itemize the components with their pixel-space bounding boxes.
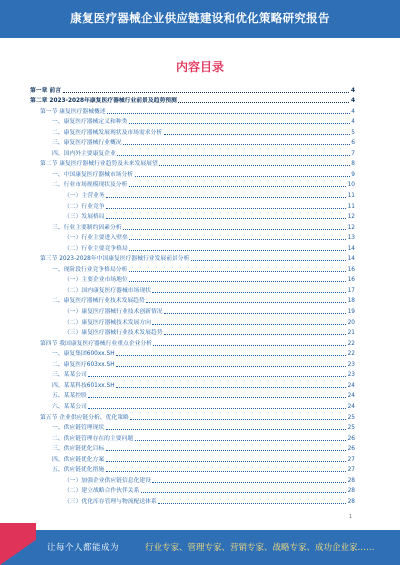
toc-leader-dots: [116, 387, 346, 388]
toc-leader-dots: [106, 197, 346, 198]
toc-entry[interactable]: [30, 432, 355, 443]
toc-entry-page: 14: [347, 245, 355, 252]
toc-entry[interactable]: [30, 358, 355, 369]
toc-leader-dots: [130, 419, 346, 420]
toc-entry[interactable]: [30, 443, 355, 454]
toc-entry-page: 23: [347, 372, 355, 379]
toc-entry-page: 28: [347, 488, 355, 495]
toc-entry-page: 19: [347, 309, 355, 316]
toc-entry-page: 20: [347, 319, 355, 326]
toc-leader-dots: [178, 102, 349, 103]
toc-entry-text: 第一节 康复医疗器械概述: [40, 108, 106, 115]
toc-entry[interactable]: [30, 221, 355, 232]
toc-entry[interactable]: [30, 390, 355, 401]
toc-entry-page: 4: [350, 87, 355, 94]
toc-entry[interactable]: [30, 274, 355, 285]
toc-entry[interactable]: [30, 126, 355, 137]
toc-entry[interactable]: [30, 253, 355, 264]
toc-leader-dots: [107, 113, 350, 114]
toc-leader-dots: [164, 134, 350, 135]
toc-entry[interactable]: [30, 84, 355, 95]
toc-entry-text: 一、中国康复医疗器械市场分析: [52, 171, 134, 178]
toc-entry-text: 二、康复医疗603xx.SH: [52, 361, 115, 368]
toc-leader-dots: [159, 165, 350, 166]
toc-entry-page: 24: [347, 382, 355, 389]
toc-entry-text: 五、供应链优化措施: [52, 467, 105, 474]
toc-entry-page: 4: [351, 119, 355, 126]
toc-entry[interactable]: [30, 337, 355, 348]
toc-entry-page: 22: [347, 340, 355, 347]
toc-leader-dots: [106, 429, 346, 430]
toc-entry[interactable]: [30, 232, 355, 243]
toc-entry-text: 一、供应链管理现状: [52, 425, 105, 432]
toc-entry[interactable]: [30, 348, 355, 359]
toc-entry-page: 17: [347, 287, 355, 294]
toc-entry-page: 26: [347, 435, 355, 442]
toc-entry[interactable]: [30, 453, 355, 464]
toc-entry[interactable]: [30, 284, 355, 295]
toc-entry-text: 一、康复集团600xx.SH: [52, 351, 115, 358]
toc-entry-page: 5: [351, 129, 355, 136]
toc-entry-text: 二、供应链管理存在的主要问题: [52, 435, 134, 442]
toc-entry-text: 四、某某科技601xx.SH: [52, 382, 115, 389]
toc-title: 内容目录: [175, 60, 224, 74]
toc-entry-text: 六、某某公司: [52, 403, 87, 410]
toc-leader-dots: [106, 450, 346, 451]
toc-entry-text: 二、康复医疗器械行业技术发展趋势: [52, 298, 145, 305]
toc-entry-text: 三、行业主要制约因素分析: [52, 224, 122, 231]
toc-leader-dots: [135, 440, 346, 441]
toc-entry[interactable]: [30, 137, 355, 148]
toc-leader-dots: [88, 376, 346, 377]
toc-entry-text: 二、行业市场规模现状及分析: [52, 182, 128, 189]
toc-entry[interactable]: [30, 189, 355, 200]
toc-leader-dots: [117, 155, 350, 156]
toc-entry[interactable]: [30, 200, 355, 211]
toc-entry-text: （三）康复医疗器械行业技术发展趋势: [64, 330, 163, 337]
footer-tagline: 行业专家、管理专家、营销专家、战略专家、成功企业家……: [145, 543, 375, 553]
toc-leader-dots: [116, 366, 346, 367]
toc-leader-dots: [63, 92, 350, 93]
toc-entry-text: 三、康复医疗器械行业概况: [52, 140, 122, 147]
toc-entry-text: 第一章 前言: [30, 87, 62, 94]
toc-entry-text: （二）行业主要竞争格局: [64, 245, 128, 252]
toc-entry-page: 14: [347, 256, 355, 263]
toc-entry-text: （三）优化库存管理与物流配送体系: [64, 498, 157, 505]
toc-leader-dots: [88, 397, 346, 398]
toc-entry-text: （二）国内康复医疗器械市场现状: [64, 287, 151, 294]
toc-leader-dots: [152, 292, 346, 293]
toc-leader-dots: [152, 482, 346, 483]
toc-entry-page: 21: [347, 330, 355, 337]
toc-entry-page: 8: [351, 161, 355, 168]
toc-entry-page: 24: [347, 403, 355, 410]
toc-entry-text: （一）加强企业供应链信息化建设: [64, 477, 151, 484]
toc-entry-page: 16: [347, 277, 355, 284]
toc-entry-page: 6: [351, 140, 355, 147]
toc-entry[interactable]: [30, 158, 355, 169]
toc-entry-page: 27: [347, 456, 355, 463]
report-title: 康复医疗器械企业供应链建设和优化策略研究报告: [70, 11, 330, 25]
toc-entry-page: 26: [347, 446, 355, 453]
toc-entry-page: 25: [347, 414, 355, 421]
toc-leader-dots: [129, 271, 346, 272]
toc-entry-text: 三、某某公司: [52, 372, 87, 379]
toc-entry-page: 27: [347, 467, 355, 474]
toc-entry-text: 四、供应链优化方案: [52, 456, 105, 463]
toc-entry-text: 一、现阶段行业竞争格局分析: [52, 266, 128, 273]
toc-entry-text: 三、供应链优化目标: [52, 446, 105, 453]
toc-entry[interactable]: [30, 485, 355, 496]
toc-entry[interactable]: [30, 295, 355, 306]
toc-leader-dots: [153, 345, 346, 346]
toc-entry[interactable]: [30, 400, 355, 411]
toc-entry[interactable]: [30, 379, 355, 390]
toc-leader-dots: [88, 408, 346, 409]
toc-entry-page: 7: [351, 150, 355, 157]
toc-entry[interactable]: [30, 116, 355, 127]
toc-entry-text: 四、国内外主要康复企业: [52, 150, 116, 157]
toc-leader-dots: [129, 123, 350, 124]
toc-entry[interactable]: [30, 211, 355, 222]
toc-entry-page: 18: [347, 298, 355, 305]
header-banner: [0, 0, 400, 38]
toc-entry-text: （一）主要企业市场地位: [64, 277, 128, 284]
toc-entry-text: （一）主营业务: [64, 193, 105, 200]
toc-leader-dots: [129, 281, 346, 282]
toc-entry-page: 24: [347, 393, 355, 400]
toc-entry-text: 第五节 企业供应链分析、优化策略: [40, 414, 129, 421]
toc-entry-page: 4: [350, 98, 355, 105]
toc-leader-dots: [164, 313, 346, 314]
toc-leader-dots: [164, 334, 346, 335]
toc-leader-dots: [129, 186, 346, 187]
toc-entry[interactable]: [30, 422, 355, 433]
toc-entry-page: 25: [347, 425, 355, 432]
toc-entry[interactable]: [30, 327, 355, 338]
toc-entry[interactable]: [30, 316, 355, 327]
toc-entry[interactable]: [30, 95, 355, 106]
toc-entry-page: 12: [347, 224, 355, 231]
toc-leader-dots: [141, 492, 346, 493]
toc-leader-dots: [123, 144, 350, 145]
toc-entry-text: 二、康复医疗器械发展现状及市场需求分析: [52, 129, 163, 136]
toc-entry-page: 16: [347, 266, 355, 273]
toc-entry[interactable]: [30, 168, 355, 179]
toc-entry[interactable]: [30, 495, 355, 506]
toc-entry[interactable]: [30, 369, 355, 380]
toc-entry-page: 4: [351, 108, 355, 115]
toc-entry-text: （二）行业竞争: [64, 203, 105, 210]
toc-entry-page: 11: [347, 193, 355, 200]
toc-entry[interactable]: [30, 179, 355, 190]
toc-entry-text: （二）建立战略合作伙伴关系: [64, 488, 140, 495]
toc-leader-dots: [106, 461, 346, 462]
toc-entry-page: 11: [347, 203, 355, 210]
toc-entry[interactable]: [30, 464, 355, 475]
toc-entry[interactable]: [30, 147, 355, 158]
toc-entry-page: 28: [347, 477, 355, 484]
toc-entry[interactable]: [30, 305, 355, 316]
toc-entry-text: 第二章 2023-2028年康复医疗器械行业前景及趋势预测: [30, 98, 177, 105]
toc-entry-page: 13: [347, 235, 355, 242]
toc-leader-dots: [158, 503, 346, 504]
toc-entry-text: 第二节 康复医疗器械行业趋势及未来发展展望: [40, 161, 158, 168]
page-number: 1: [348, 514, 352, 520]
toc-leader-dots: [106, 471, 346, 472]
toc-leader-dots: [123, 229, 346, 230]
toc-entry-page: 28: [347, 498, 355, 505]
toc-entry[interactable]: [30, 411, 355, 422]
toc-leader-dots: [129, 250, 346, 251]
toc-leader-dots: [191, 260, 346, 261]
toc-entry-text: （二）康复医疗器械技术发展方向: [64, 319, 151, 326]
toc-entry[interactable]: [30, 263, 355, 274]
toc-leader-dots: [116, 355, 346, 356]
toc-entry-text: 第三节 2023-2028年中国康复医疗器械行业发展前景分析: [40, 256, 190, 263]
toc-leader-dots: [152, 324, 346, 325]
toc-entry-text: （一）康复医疗器械行业技术创新情况: [64, 309, 163, 316]
toc-entry-page: 10: [347, 182, 355, 189]
toc-leader-dots: [106, 218, 346, 219]
toc-entry-page: 23: [347, 361, 355, 368]
toc-entry-page: 22: [347, 351, 355, 358]
footer-slogan: 让每个人都能成为: [47, 543, 120, 553]
toc-entry[interactable]: [30, 242, 355, 253]
toc-entry-page: 12: [347, 214, 355, 221]
toc-entry-text: （三）发展格局: [64, 214, 105, 221]
toc-entry[interactable]: [30, 105, 355, 116]
toc-leader-dots: [129, 239, 346, 240]
toc-leader-dots: [135, 176, 350, 177]
table-of-contents: [30, 84, 355, 506]
toc-entry-text: 五、某某控股: [52, 393, 87, 400]
toc-entry-text: （一）行业主要进入壁垒: [64, 235, 128, 242]
toc-leader-dots: [146, 302, 346, 303]
toc-entry-page: 9: [351, 171, 355, 178]
toc-leader-dots: [106, 208, 346, 209]
footer-banner: [0, 530, 400, 565]
toc-entry-text: 一、康复医疗器械定义和种类: [52, 119, 128, 126]
toc-entry-text: 第四节 我国康复医疗器械行业重点企业分析: [40, 340, 152, 347]
toc-entry[interactable]: [30, 474, 355, 485]
